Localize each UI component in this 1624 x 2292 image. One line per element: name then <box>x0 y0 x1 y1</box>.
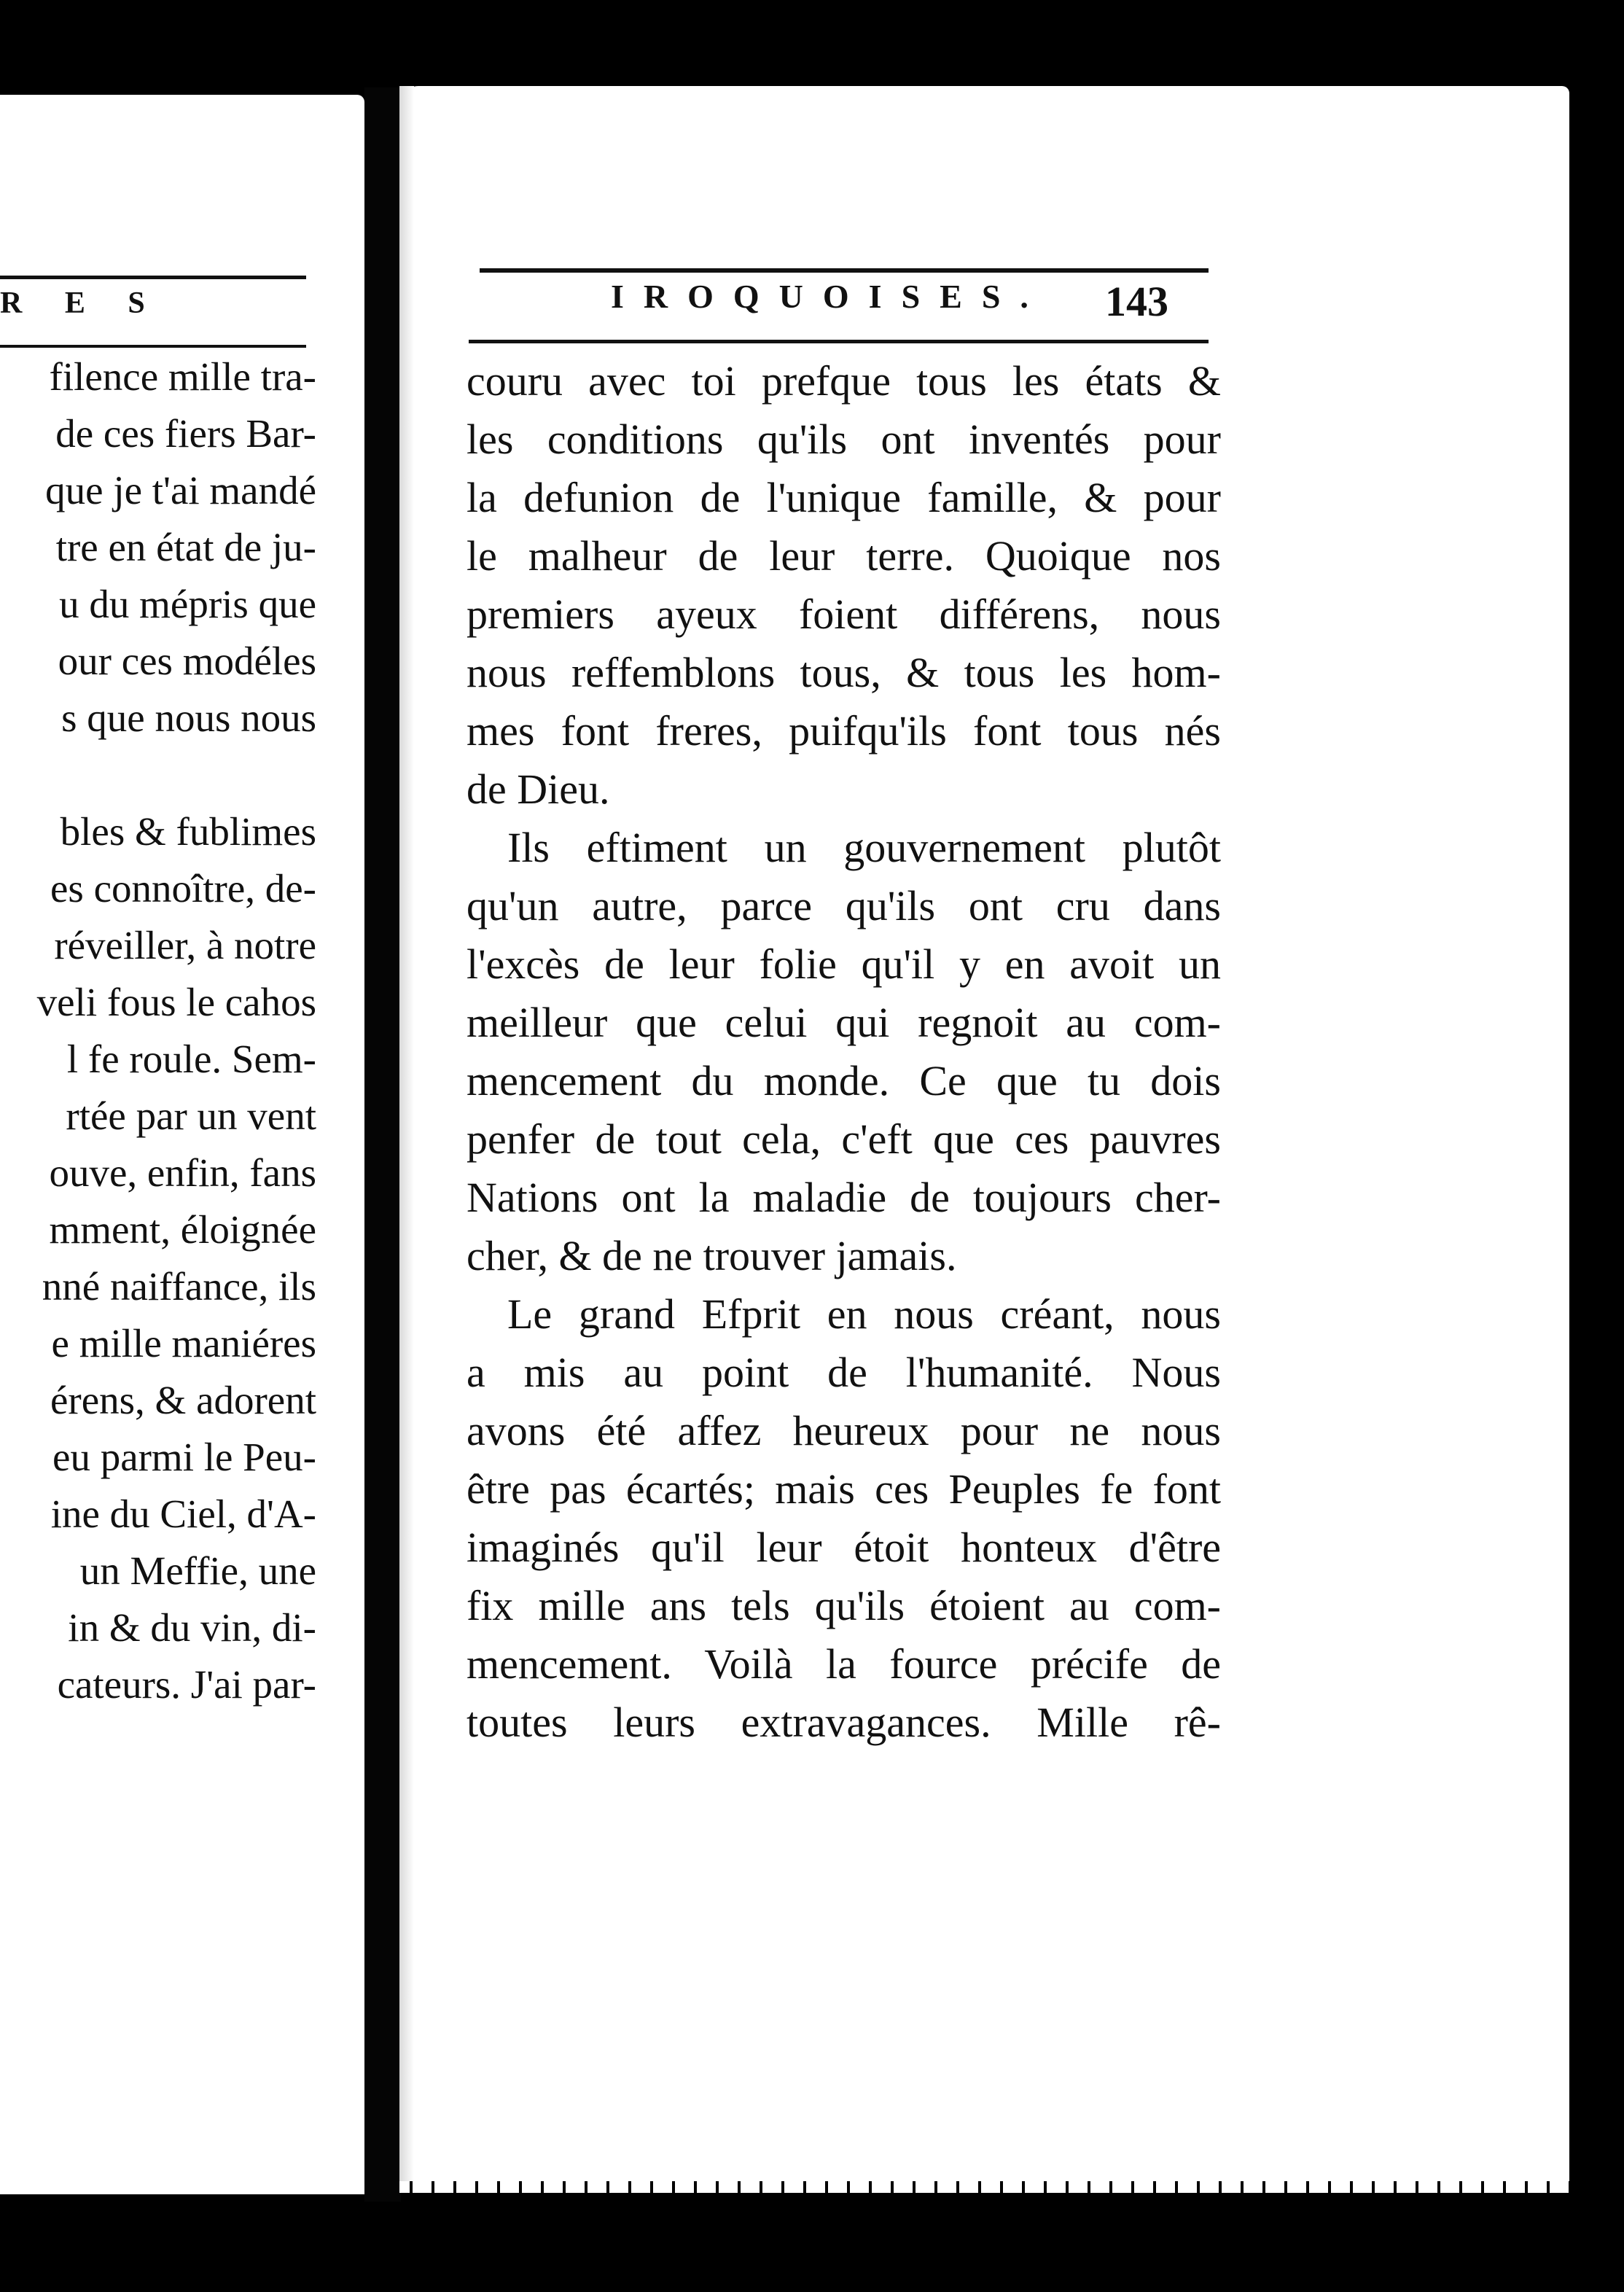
left-text-line: mment, éloignée <box>49 1207 316 1252</box>
text-line: imaginés qu'il leur étoit honteux d'être <box>466 1524 1221 1571</box>
page-number: 143 <box>1105 278 1168 325</box>
text-line: meilleur que celui qui regnoit au com- <box>466 999 1221 1046</box>
left-text-line: érens, & adorent <box>50 1378 316 1422</box>
left-text-line: es connoître, de- <box>50 866 316 911</box>
left-text-line: de ces fiers Bar- <box>55 411 316 456</box>
text-line: mes font freres, puifqu'ils font tous nés <box>466 707 1221 755</box>
left-text-line: in & du vin, di- <box>68 1605 316 1650</box>
text-line: être pas écartés; mais ces Peuples fe font <box>466 1465 1221 1513</box>
left-text-line: un Meffie, une <box>69 1548 316 1593</box>
left-text-line: our ces modéles <box>58 639 316 683</box>
left-text-line: bles & fublimes <box>60 809 316 854</box>
text-line: toutes leurs extravagances. Mille rê- <box>466 1699 1221 1746</box>
text-line: qu'un autre, parce qu'ils ont cru dans <box>466 882 1221 929</box>
torn-page-edge <box>399 2181 1569 2193</box>
left-page-text <box>0 348 316 1713</box>
left-header-rule-top <box>0 276 306 279</box>
left-page <box>0 95 364 2194</box>
left-text-line: e mille maniéres <box>51 1321 316 1365</box>
left-text-line: s que nous nous <box>61 695 316 740</box>
right-page <box>399 86 1569 2187</box>
text-line: avons été affez heureux pour ne nous <box>466 1407 1221 1454</box>
left-text-line: tre en état de ju- <box>55 525 316 569</box>
left-text-line: nné naiffance, ils <box>42 1264 316 1309</box>
text-line: premiers ayeux foient différens, nous <box>466 590 1221 638</box>
page-body-text <box>466 352 1221 1752</box>
text-line: mencement. Voilà la fource précife de <box>466 1640 1221 1688</box>
text-line: fix mille ans tels qu'ils étoient au com- <box>466 1582 1221 1629</box>
text-line: penfer de tout cela, c'eft que ces pauvres <box>466 1115 1221 1163</box>
text-line: les conditions qu'ils ont inventés pour <box>466 416 1221 463</box>
page-edge-shadow <box>399 86 414 2187</box>
text-line: Le grand Efprit en nous créant, nous <box>507 1290 1221 1338</box>
book-gutter <box>364 87 401 2202</box>
left-text-line: ine du Ciel, d'A- <box>50 1492 316 1536</box>
text-line: cher, & de ne trouver jamais. <box>466 1232 957 1279</box>
text-line: nous reffemblons tous, & tous les hom- <box>466 649 1221 696</box>
header-rule-bottom <box>469 340 1209 343</box>
header-rule-top <box>480 268 1209 273</box>
text-line: l'excès de leur folie qu'il y en avoit un <box>466 940 1221 988</box>
left-text-line: réveiller, à notre <box>54 923 316 967</box>
text-line: Ils eftiment un gouvernement plutôt <box>507 824 1221 871</box>
text-line: couru avec toi prefque tous les états & <box>466 357 1221 405</box>
text-line: le malheur de leur terre. Quoique nos <box>466 532 1221 580</box>
left-text-line: que je t'ai mandé <box>45 468 316 512</box>
running-head: IROQUOISES. <box>611 278 1048 315</box>
left-text-line: veli fous le cahos <box>36 980 316 1024</box>
left-text-line: l fe roule. Sem- <box>66 1037 316 1081</box>
left-text-line: u du mépris que <box>59 582 316 626</box>
left-text-line <box>0 747 316 803</box>
left-header-rule-bottom <box>0 345 306 348</box>
left-text-line: cateurs. J'ai par- <box>57 1662 316 1707</box>
text-line: de Dieu. <box>466 765 610 813</box>
text-line: mencement du monde. Ce que tu dois <box>466 1057 1221 1104</box>
left-text-line: filence mille tra- <box>49 354 316 399</box>
text-line: la defunion de l'unique famille, & pour <box>466 474 1221 521</box>
left-text-line: rtée par un vent <box>66 1094 316 1138</box>
left-text-line: ouve, enfin, fans <box>49 1150 316 1195</box>
text-line: Nations ont la maladie de toujours cher- <box>466 1174 1221 1221</box>
text-line: a mis au point de l'humanité. Nous <box>466 1349 1221 1396</box>
left-running-head: R E S <box>0 286 163 320</box>
left-text-line: eu parmi le Peu- <box>52 1435 316 1479</box>
